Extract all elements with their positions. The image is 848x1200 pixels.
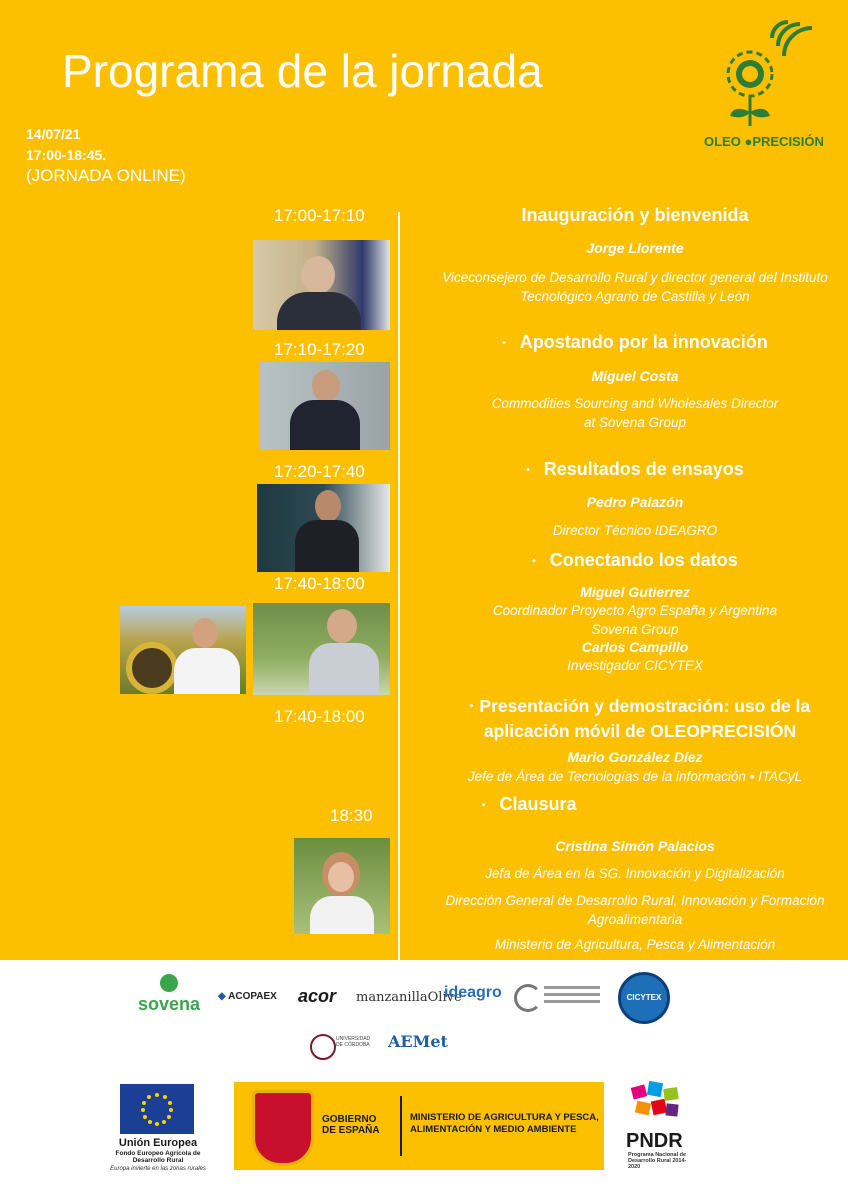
gov-label: GOBIERNO DE ESPAÑA — [322, 1114, 380, 1136]
eu-title: Unión Europea — [118, 1137, 198, 1149]
speaker-role-4: Coordinador Proyecto Agro España y Argentina — [492, 603, 778, 618]
speaker-name-4: Miguel Gutierrez — [580, 584, 690, 600]
session-title-6: • Clausura — [482, 794, 577, 814]
event-time: 17:00-18:45. — [26, 147, 107, 163]
uco-label: UNIVERSIDAD DE CÓRDOBA — [336, 1036, 371, 1048]
speaker-name-4b: Carlos Campillo — [581, 639, 689, 655]
speaker-role-4c: Investigador CICYTEX — [567, 658, 703, 673]
speaker-role-6c: Ministerio de Agricultura, Pesca y Alimentación — [494, 937, 776, 952]
event-date: 14/07/21 — [26, 126, 81, 142]
speaker-photo-miguel-costa — [260, 362, 390, 450]
eu-tagline: Europa invierte en las zonas rurales — [110, 1166, 206, 1172]
speaker-name-6: Cristina Simón Palacios — [555, 838, 715, 854]
sovena-logo: sovena — [134, 974, 204, 1015]
speaker-photo-miguel-gutierrez — [120, 606, 246, 694]
cicytex-logo: CICYTEX — [618, 972, 670, 1024]
ideagro-logo: ideagro — [444, 984, 502, 1001]
speaker-role-2: Commodities Sourcing and Wholesales Director at Sovena Group — [491, 396, 779, 430]
speaker-role-6b: Dirección General de Desarrollo Rural, Innovación y Formación Agroalimentaria — [445, 893, 825, 927]
manzanilla-logo: manzanillaOlive — [356, 990, 462, 1005]
speaker-photo-carlos-campillo — [253, 603, 390, 695]
oleoprecision-logo: OLEO ●PRECISIÓN — [714, 16, 824, 156]
page-title: Programa de la jornada — [62, 45, 543, 97]
logo-text-left: OLEO — [704, 134, 741, 149]
session-title-2: • Apostando por la innovación — [502, 332, 768, 352]
time-slot-1: 17:00-17:10 — [274, 206, 365, 225]
uco-logo — [310, 1034, 336, 1060]
speaker-name-1: Jorge Llorente — [586, 240, 684, 256]
speaker-photo-jorge-llorente — [253, 240, 390, 330]
session-title-3: • Resultados de ensayos — [526, 459, 744, 479]
spain-coat-of-arms-icon — [252, 1090, 314, 1166]
speaker-role-3: Director Técnico IDEAGRO — [552, 523, 718, 538]
speaker-role-1: Viceconsejero de Desarrollo Rural y director general del Instituto Tecnológico Agrario de Castilla y León — [442, 270, 828, 304]
speaker-photo-cristina-simon — [294, 838, 390, 934]
speaker-name-3: Pedro Palazón — [586, 494, 684, 510]
gov-banner — [234, 1082, 604, 1170]
pndr-sub: Programa Nacional de Desarrollo Rural 2014-2020 — [628, 1152, 687, 1170]
session-title-5: • Presentación y demostración: uso de la aplicación móvil de OLEOPRECISIÓN — [469, 696, 811, 742]
time-slot-5: 17:40-18:00 — [274, 707, 365, 726]
pndr-label: PNDR — [626, 1130, 683, 1152]
aemet-logo: AEMet — [388, 1032, 448, 1051]
speaker-name-2: Miguel Costa — [591, 368, 679, 384]
session-title-1: Inauguración y bienvenida — [521, 205, 749, 225]
timeline-divider — [398, 212, 400, 960]
time-slot-4: 17:40-18:00 — [274, 574, 365, 593]
logo-text-right: PRECISIÓN — [752, 134, 824, 149]
eu-flag-icon — [120, 1084, 194, 1134]
session-title-4: • Conectando los datos — [532, 550, 738, 570]
time-slot-3: 17:20-17:40 — [274, 462, 365, 481]
speaker-role-4b: Sovena Group — [591, 622, 679, 637]
acopaex-logo: ◆ ACOPAEX — [218, 991, 277, 1002]
itacyl-logo — [514, 984, 604, 1010]
speaker-role-6: Jefa de Área en la SG. Innovación y Digitalización — [485, 866, 785, 881]
speaker-name-5: Mario González Díez — [567, 749, 703, 765]
speaker-role-5: Jefe de Área de Tecnologías de la información • ITACyL — [467, 769, 803, 784]
pndr-mosaic-icon — [630, 1082, 682, 1130]
time-slot-6: 18:30 — [330, 806, 373, 825]
acor-logo: acor — [298, 986, 337, 1006]
event-mode: (JORNADA ONLINE) — [26, 166, 186, 185]
time-slot-2: 17:10-17:20 — [274, 340, 365, 359]
eu-fund: Fondo Europeo Agrícola de Desarrollo Rural — [115, 1150, 201, 1164]
speaker-photo-pedro-palazon — [257, 484, 390, 572]
ministry-label: MINISTERIO DE AGRICULTURA Y PESCA, ALIMENTACIÓN Y MEDIO AMBIENTE — [410, 1112, 599, 1135]
